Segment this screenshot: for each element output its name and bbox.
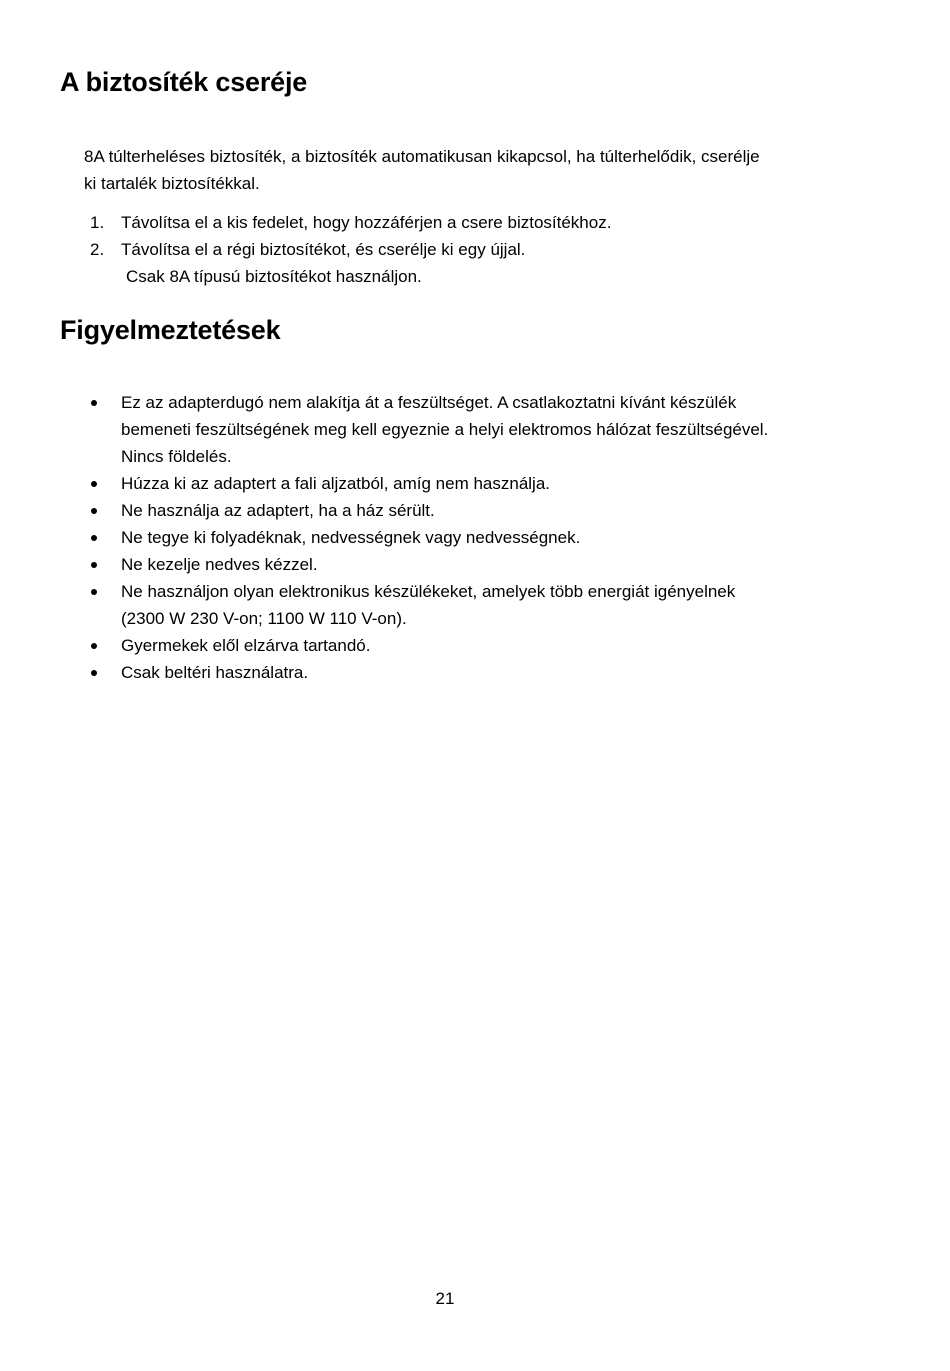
- warning-line: Ne tegye ki folyadéknak, nedvességnek vagy nedvességnek.: [121, 528, 581, 547]
- bullet-icon: [91, 481, 97, 487]
- step-text: Távolítsa el a kis fedelet, hogy hozzáférjen a csere biztosítékhoz.: [121, 213, 612, 232]
- warning-item: [84, 470, 844, 497]
- warning-line: bemeneti feszültségének meg kell egyeznie a helyi elektromos hálózat feszültségével.: [121, 420, 769, 439]
- bullet-icon: [91, 508, 97, 514]
- warning-item: [84, 551, 844, 578]
- warning-item: [84, 524, 844, 551]
- bullet-icon: [91, 589, 97, 595]
- fuse-step: [84, 236, 844, 290]
- fuse-intro-line: ki tartalék biztosítékkal.: [84, 174, 260, 193]
- page-number: 21: [435, 1289, 455, 1308]
- warning-line: Ne kezelje nedves kézzel.: [121, 555, 318, 574]
- warning-item: [84, 497, 844, 524]
- fuse-step: [84, 209, 844, 236]
- step-number: 2.: [90, 240, 105, 259]
- warning-line: Ez az adapterdugó nem alakítja át a feszültséget. A csatlakoztatni kívánt készülék: [121, 393, 737, 412]
- bullet-icon: [91, 643, 97, 649]
- warning-item: [84, 659, 844, 686]
- bullet-icon: [91, 535, 97, 541]
- warnings-section-heading: Figyelmeztetések: [60, 315, 281, 345]
- warning-line: Gyermekek elől elzárva tartandó.: [121, 636, 371, 655]
- warning-item: [84, 578, 844, 632]
- step-note: Csak 8A típusú biztosítékot használjon.: [126, 267, 422, 286]
- warning-line: Csak beltéri használatra.: [121, 663, 309, 682]
- warning-line: Nincs földelés.: [121, 447, 232, 466]
- fuse-intro-paragraph: [84, 143, 844, 197]
- bullet-icon: [91, 562, 97, 568]
- step-text: Távolítsa el a régi biztosítékot, és cserélje ki egy újjal.: [121, 240, 526, 259]
- warning-item: [84, 632, 844, 659]
- warnings-list: [84, 389, 844, 686]
- fuse-intro-line: 8A túlterheléses biztosíték, a biztosíték automatikusan kikapcsol, ha túlterhelődik, cserélje: [84, 147, 760, 166]
- step-number: 1.: [90, 213, 105, 232]
- warning-line: Húzza ki az adaptert a fali aljzatból, amíg nem használja.: [121, 474, 551, 493]
- bullet-icon: [91, 400, 97, 406]
- warning-item: [84, 389, 844, 470]
- bullet-icon: [91, 670, 97, 676]
- warning-line: Ne használjon olyan elektronikus készülékeket, amelyek több energiát igényelnek: [121, 582, 736, 601]
- warning-line: Ne használja az adaptert, ha a ház sérült.: [121, 501, 435, 520]
- warning-line: (2300 W 230 V-on; 1100 W 110 V-on).: [121, 609, 407, 628]
- fuse-steps-list: [84, 209, 844, 290]
- fuse-section-heading: A biztosíték cseréje: [60, 67, 308, 97]
